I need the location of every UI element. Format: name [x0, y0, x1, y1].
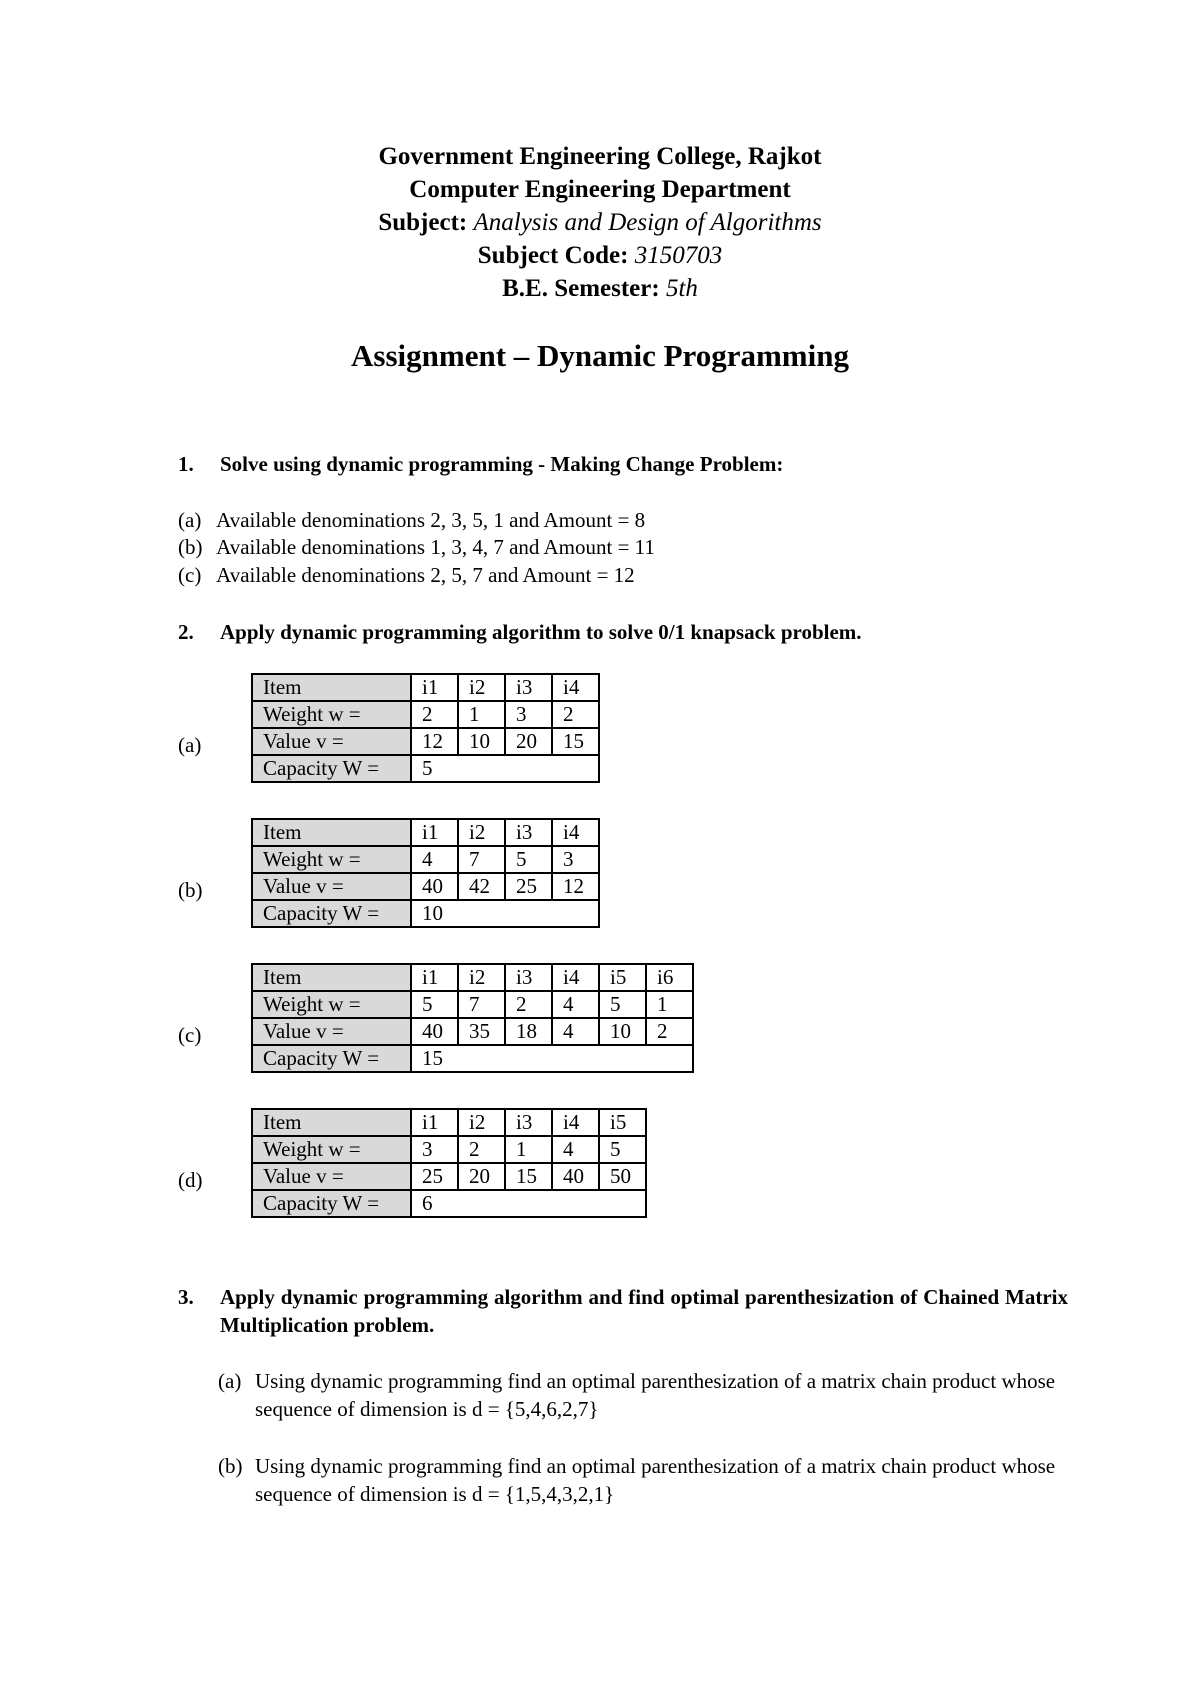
question-3-item: [218, 1452, 1068, 1508]
table-cell: 12: [411, 728, 458, 755]
table-cell: 5: [599, 991, 646, 1018]
table-cell: 5: [411, 991, 458, 1018]
item-text: Available denominations 2, 3, 5, 1 and Amount = 8: [216, 508, 646, 532]
table-cell: 10: [458, 728, 505, 755]
subject-value: Analysis and Design of Algorithms: [473, 209, 822, 236]
table-cell: 40: [411, 1018, 458, 1045]
table-cell: 40: [411, 873, 458, 900]
question-number: 2.: [178, 620, 194, 644]
table-cell: i2: [458, 964, 505, 991]
table-cell: 2: [552, 701, 599, 728]
table-cell: 1: [458, 701, 505, 728]
knapsack-table: [251, 673, 600, 783]
table-cell: 3: [505, 701, 552, 728]
item-label: (b): [178, 535, 203, 559]
table-cell: 2: [458, 1136, 505, 1163]
capacity-cell: 5: [411, 755, 599, 782]
row-header: Weight w =: [252, 991, 411, 1018]
item-label: (a): [218, 1369, 242, 1393]
table-row: [252, 964, 693, 991]
row-header: Capacity W =: [252, 1190, 411, 1217]
question-number: 1.: [178, 452, 194, 476]
table-cell: 25: [505, 873, 552, 900]
row-header: Item: [252, 964, 411, 991]
question-1-item: [178, 563, 635, 588]
table-row: [252, 1109, 646, 1136]
semester-value: 5th: [665, 275, 698, 302]
table-row: [252, 819, 599, 846]
row-header: Item: [252, 1109, 411, 1136]
table-cell: 12: [552, 873, 599, 900]
item-text: Available denominations 2, 5, 7 and Amount = 12: [216, 563, 635, 587]
row-header: Value v =: [252, 1018, 411, 1045]
item-label: (c): [178, 563, 202, 587]
table-cell: 1: [505, 1136, 552, 1163]
table-cell: i2: [458, 1109, 505, 1136]
table-cell: 20: [458, 1163, 505, 1190]
subject-code-label: Subject Code:: [477, 242, 629, 269]
subject-line: [0, 206, 1200, 239]
table-cell: i4: [552, 964, 599, 991]
row-header: Weight w =: [252, 1136, 411, 1163]
knapsack-table-label: (d): [178, 1168, 203, 1192]
table-row: [252, 701, 599, 728]
row-header: Weight w =: [252, 846, 411, 873]
table-cell: 4: [552, 991, 599, 1018]
table-cell: 4: [411, 846, 458, 873]
subject-code-line: [0, 239, 1200, 272]
question-3-item: [218, 1367, 1068, 1423]
table-row: [252, 1163, 646, 1190]
row-header: Capacity W =: [252, 1045, 411, 1072]
table-cell: 4: [552, 1018, 599, 1045]
row-header: Capacity W =: [252, 755, 411, 782]
table-cell: 15: [505, 1163, 552, 1190]
table-cell: i1: [411, 819, 458, 846]
table-cell: i2: [458, 819, 505, 846]
question-number: 3.: [178, 1285, 194, 1309]
knapsack-table: [251, 1108, 647, 1218]
table-cell: 18: [505, 1018, 552, 1045]
capacity-cell: 6: [411, 1190, 646, 1217]
item-label: (a): [178, 508, 202, 532]
table-cell: i3: [505, 964, 552, 991]
table-cell: i1: [411, 964, 458, 991]
knapsack-table-label: (c): [178, 1023, 202, 1047]
table-cell: 7: [458, 991, 505, 1018]
knapsack-table: [251, 963, 694, 1073]
row-header: Item: [252, 674, 411, 701]
table-cell: 3: [411, 1136, 458, 1163]
table-row: [252, 873, 599, 900]
row-header: Value v =: [252, 1163, 411, 1190]
table-cell: 10: [599, 1018, 646, 1045]
knapsack-table-label: (b): [178, 878, 203, 902]
item-text: Using dynamic programming find an optimal parenthesization of a matrix chain product whose sequence of dimension is d = {1,5,4,3,2,1}: [255, 1454, 1056, 1506]
row-header: Capacity W =: [252, 900, 411, 927]
table-row: [252, 728, 599, 755]
table-cell: i4: [552, 674, 599, 701]
subject-label: Subject:: [378, 209, 468, 236]
table-cell: 4: [552, 1136, 599, 1163]
table-cell: 50: [599, 1163, 646, 1190]
table-row: [252, 1018, 693, 1045]
table-cell: 25: [411, 1163, 458, 1190]
item-text: Available denominations 1, 3, 4, 7 and Amount = 11: [216, 535, 655, 559]
table-cell: i4: [552, 819, 599, 846]
table-cell: 2: [505, 991, 552, 1018]
college-name: Government Engineering College, Rajkot: [378, 143, 822, 170]
question-2-heading: [178, 620, 862, 645]
capacity-cell: 10: [411, 900, 599, 927]
item-label: (b): [218, 1454, 243, 1478]
table-cell: 1: [646, 991, 693, 1018]
row-header: Value v =: [252, 728, 411, 755]
table-row: [252, 991, 693, 1018]
question-1-item: [178, 508, 645, 533]
table-cell: i3: [505, 1109, 552, 1136]
knapsack-table: [251, 818, 600, 928]
question-3-heading: [178, 1283, 1068, 1339]
table-cell: 42: [458, 873, 505, 900]
table-row: [252, 674, 599, 701]
question-1-heading: [178, 452, 783, 477]
table-cell: 5: [599, 1136, 646, 1163]
table-cell: 7: [458, 846, 505, 873]
table-cell: i2: [458, 674, 505, 701]
table-cell: 3: [552, 846, 599, 873]
table-row: [252, 1136, 646, 1163]
table-cell: i1: [411, 674, 458, 701]
knapsack-table-label: (a): [178, 733, 202, 757]
table-cell: i5: [599, 1109, 646, 1136]
assignment-title: Assignment – Dynamic Programming: [351, 338, 849, 373]
row-header: Item: [252, 819, 411, 846]
table-cell: 2: [646, 1018, 693, 1045]
capacity-cell: 15: [411, 1045, 693, 1072]
row-header: Value v =: [252, 873, 411, 900]
department-name: Computer Engineering Department: [409, 176, 791, 203]
table-row: [252, 755, 599, 782]
question-text: Solve using dynamic programming - Making Change Problem:: [220, 452, 784, 476]
row-header: Weight w =: [252, 701, 411, 728]
table-cell: i1: [411, 1109, 458, 1136]
semester-line: [0, 272, 1200, 305]
table-cell: i3: [505, 819, 552, 846]
table-cell: i4: [552, 1109, 599, 1136]
table-cell: 2: [411, 701, 458, 728]
table-cell: 15: [552, 728, 599, 755]
table-row: [252, 846, 599, 873]
table-row: [252, 1190, 646, 1217]
table-cell: i3: [505, 674, 552, 701]
table-cell: i5: [599, 964, 646, 991]
semester-label: B.E. Semester:: [502, 275, 660, 302]
question-text: Apply dynamic programming algorithm and find optimal parenthesization of Chained Matrix Multiplication problem.: [220, 1285, 1068, 1337]
question-text: Apply dynamic programming algorithm to solve 0/1 knapsack problem.: [220, 620, 862, 644]
table-row: [252, 1045, 693, 1072]
document-header: [0, 140, 1200, 305]
question-1-item: [178, 535, 655, 560]
table-cell: i6: [646, 964, 693, 991]
table-row: [252, 900, 599, 927]
table-cell: 35: [458, 1018, 505, 1045]
table-cell: 5: [505, 846, 552, 873]
table-cell: 40: [552, 1163, 599, 1190]
item-text: Using dynamic programming find an optimal parenthesization of a matrix chain product whose sequence of dimension is d = {5,4,6,2,7}: [255, 1369, 1056, 1421]
table-cell: 20: [505, 728, 552, 755]
subject-code-value: 3150703: [634, 242, 723, 269]
